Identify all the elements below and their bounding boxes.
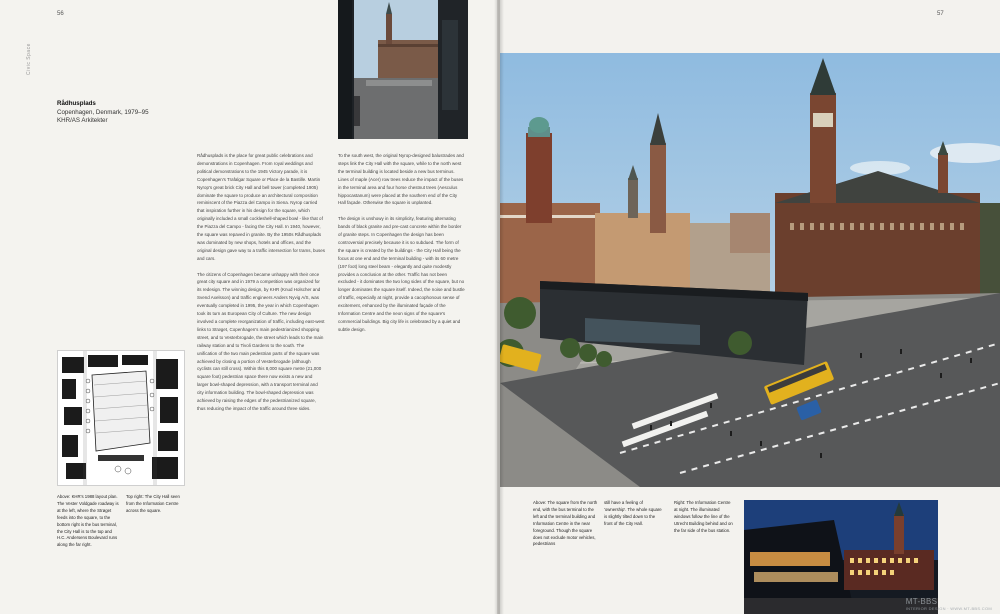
site-plan-drawing: [57, 350, 185, 486]
caption-main-photo-a: Above: The square from the north end, with the bus terminal to the left and the terminal building and Information Centre in the near foreground. Though the square does not exclude motor vehicles, pedestrians: [533, 500, 598, 547]
photo-city-hall-from-centre: [338, 0, 468, 139]
caption-main-photo-b: still have a feeling of 'ownership'. The whole square is slightly tilted down to the front of the City Hall.: [604, 500, 662, 526]
watermark-subtext: INTERIOR DESIGN · WWW.MT-BBS.COM: [905, 606, 992, 611]
photo-square-from-north: [500, 53, 1000, 487]
page-number-right: 57: [937, 11, 944, 17]
caption-top-right: Top right: The City Hall seen from the Information Centre across the square.: [126, 494, 180, 513]
body-paragraph: The design is unshowy in its simplicity, featuring alternating bands of black granite and pre-cast concrete within the border of granite steps. In Copenhagen the design has been controversial precisely because it is so subdued. The form of the square is created by the buildings - the City Hall being the focus at one end and the terminal building - with its 60 metre (197 foot) long steel beam - elegantly and quite modestly provides a conclusion at the other. Traffic has not been excluded - it dominates the two long sides of the square, but no longer dominates the square itself. Indeed, the noise and bustle of traffic, especially at night, provide a cacophonous sense of excitement, enhanced by the illuminated façade of the Information Centre and the neon signs of the square's commercial buildings. Big city life is celebrated by a quiet and subtle design.: [338, 216, 465, 332]
book-gutter-shadow: [494, 0, 504, 614]
body-paragraph: The citizens of Copenhagen became unhappy with their once great city square and in 1979 a competition was organized for its redesign. The winning design, by KHR (Knud Holscher and Svend Axelsson) and traffic engineers Anders Nyvig A/S, was eventually completed in 1995, the year in which Copenhagen took its turn as European City of Culture. The new design involved a complete reorganization of traffic, including east-west links to Strøget, Copenhagen's main pedestrianized shopping street, and to Vesterbrogade, the street which leads to the main railway station and to Tivoli Gardens to the south. The unification of the two main pedestrian parts of the square was achieved by closing a portion of Vesterbrogade (although cyclists can still cross). Within this 8,000 square metre (21,000 square foot) pedestrian space there now exists a new and larger bowl-shaped depression, with a transport terminal and city information building. The bowl-shaped depression was achieved by raising the edges of the pedestrianized square, thus reducing the impact of the traffic around three sides.: [197, 271, 325, 411]
body-paragraph: To the south west, the original Nyrop-designed balustrades and steps link the City Hall with the square, while to the north west the terminal building is located beside a new bus terminus. Lines of maple (Acer) row trees reduce the impact of the buses in the terminal area and four horse chestnut trees (Aesculus hippocastanum) were placed at the southern end of the City Hall façade. Otherwise the square is unplanted.: [338, 153, 464, 206]
caption-plan: Above: KHR's 1988 layout plan. The Vester Voldgade roadway is at the left, where the Strøget feeds into the square, to the bottom right is the bus terminal, the City Hall is to the top and H.C. Andersens Boulevard runs along the far right.: [57, 494, 119, 548]
body-paragraph: Rådhusplads is the place for great public celebrations and demonstrations in Copenhagen. From royal weddings and political demonstrations to the 1945 Victory parade, it is Copenhagen's Trafalgar Square or Place de la Bastille. Martin Nyrop's great brick City Hall and bell tower (completed 1905) dominate the square to produce an architectural composition reminiscent of the Piazza del Campo in Siena. Nyrop carried that inspiration further in his design for the square, which originally included a small cockleshell-shaped bowl - like that of the Piazza del Campo - facing the City Hall. In 1940, however, the square was repaved in granite. By the 1950s Rådhusplads was dominated by new shops, hotels and offices, and the original design gave way to a traffic intersection for trams, buses and cars.: [197, 153, 325, 261]
caption-night-photo: Right: The Information Centre at night. The illuminated windows follow the line of the Utrecht Building behind and on the far side of the bus station.: [674, 500, 733, 533]
section-side-label: Civic Space: [26, 43, 32, 75]
entry-location: Copenhagen, Denmark, 1979–95: [57, 108, 149, 116]
watermark-text: MT-BBS: [905, 597, 938, 606]
left-page: [0, 0, 497, 614]
page-number-left: 56: [57, 11, 64, 17]
watermark: [906, 597, 992, 611]
entry-architect: KHR/AS Arkitekter: [57, 117, 108, 125]
right-page: [500, 0, 1000, 614]
entry-heading-block: [57, 100, 149, 126]
entry-title: Rådhusplads: [57, 100, 96, 107]
body-column-2: [338, 152, 466, 342]
body-column-1: [197, 152, 325, 421]
